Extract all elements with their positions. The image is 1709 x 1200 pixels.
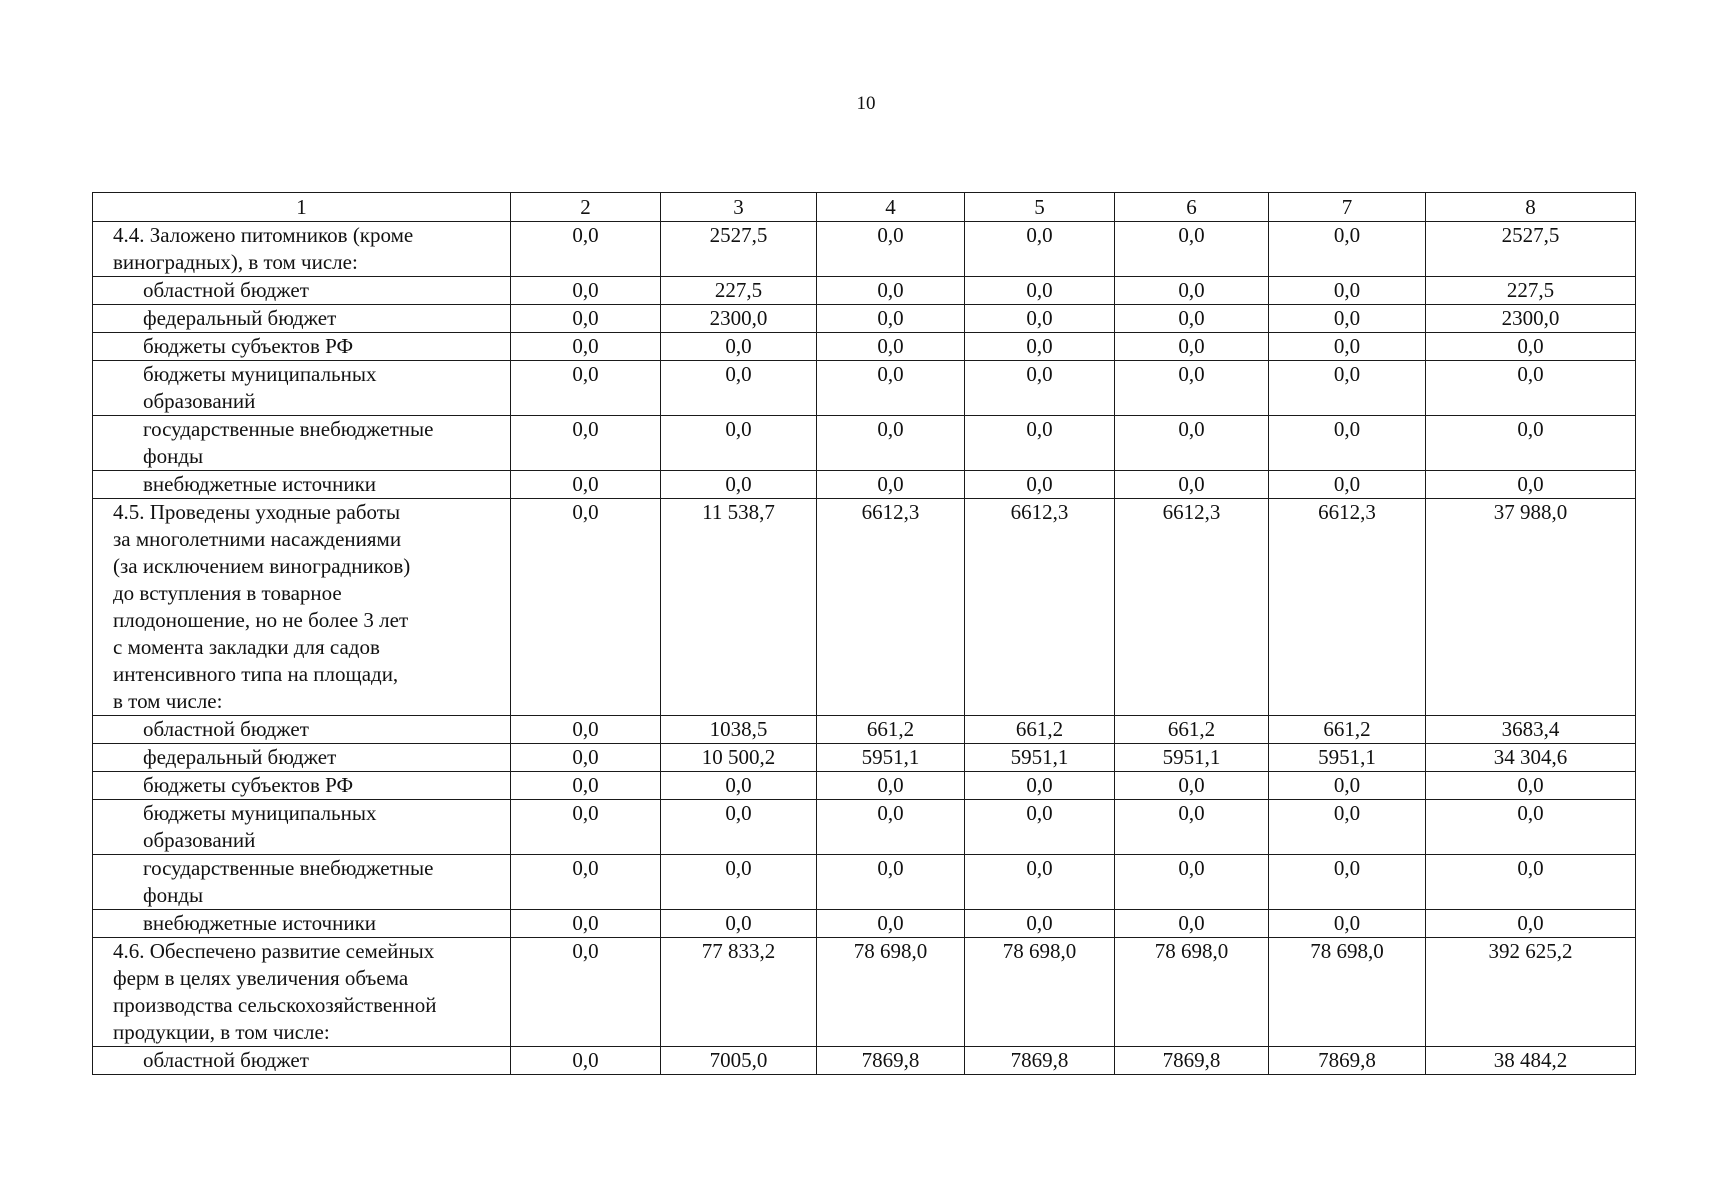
table-cell: 2527,5 (661, 222, 817, 277)
table-cell: 6612,3 (817, 499, 965, 716)
table-cell: 7869,8 (817, 1047, 965, 1075)
row-label: 4.5. Проведены уходные работы за многолетними насаждениями (за исключением виноградников) до вступления в товарное плодоношение, но не более 3 лет с момента закладки для садов интенсивного типа на площади, в том числе: (93, 499, 511, 716)
row-label: областной бюджет (93, 277, 511, 305)
table-cell: 34 304,6 (1426, 744, 1636, 772)
table-cell: 0,0 (661, 910, 817, 938)
table-cell: 0,0 (965, 277, 1115, 305)
table-row (93, 772, 1636, 800)
table-cell: 0,0 (1426, 361, 1636, 416)
table-cell: 0,0 (965, 361, 1115, 416)
table-cell: 10 500,2 (661, 744, 817, 772)
table-cell: 78 698,0 (817, 938, 965, 1047)
table-cell: 0,0 (965, 416, 1115, 471)
table-cell: 0,0 (1115, 277, 1269, 305)
table-cell: 0,0 (965, 800, 1115, 855)
table-cell: 0,0 (1115, 855, 1269, 910)
table-cell: 6612,3 (1269, 499, 1426, 716)
table-cell: 0,0 (1426, 416, 1636, 471)
table-cell: 0,0 (817, 222, 965, 277)
row-label: бюджеты муниципальных образований (93, 800, 511, 855)
column-header: 1 (93, 193, 511, 222)
table-cell: 0,0 (511, 716, 661, 744)
column-header: 5 (965, 193, 1115, 222)
table-cell: 392 625,2 (1426, 938, 1636, 1047)
table-row (93, 744, 1636, 772)
row-label: областной бюджет (93, 716, 511, 744)
row-label: бюджеты субъектов РФ (93, 772, 511, 800)
table-cell: 0,0 (1115, 416, 1269, 471)
table-cell: 0,0 (511, 333, 661, 361)
table-cell: 0,0 (511, 910, 661, 938)
table-cell: 0,0 (1115, 800, 1269, 855)
table-row (93, 938, 1636, 1047)
table-cell: 11 538,7 (661, 499, 817, 716)
table-cell: 5951,1 (965, 744, 1115, 772)
table-cell: 0,0 (511, 938, 661, 1047)
table-row (93, 277, 1636, 305)
table-cell: 0,0 (1269, 333, 1426, 361)
table-cell: 0,0 (817, 855, 965, 910)
table-row (93, 333, 1636, 361)
table-cell: 0,0 (1426, 471, 1636, 499)
table-cell: 0,0 (1269, 855, 1426, 910)
row-label: бюджеты субъектов РФ (93, 333, 511, 361)
table-cell: 0,0 (511, 772, 661, 800)
table-cell: 0,0 (1426, 772, 1636, 800)
table-cell: 0,0 (1269, 910, 1426, 938)
table-cell: 0,0 (511, 471, 661, 499)
table-cell: 0,0 (965, 333, 1115, 361)
table-cell: 3683,4 (1426, 716, 1636, 744)
table-cell: 5951,1 (817, 744, 965, 772)
table-row (93, 305, 1636, 333)
table-cell: 0,0 (661, 800, 817, 855)
table-cell: 0,0 (1426, 800, 1636, 855)
table-cell: 0,0 (1426, 855, 1636, 910)
table-cell: 661,2 (1269, 716, 1426, 744)
table-row (93, 1047, 1636, 1075)
column-header: 7 (1269, 193, 1426, 222)
table-cell: 0,0 (965, 471, 1115, 499)
table-cell: 5951,1 (1269, 744, 1426, 772)
table-cell: 661,2 (965, 716, 1115, 744)
table-cell: 37 988,0 (1426, 499, 1636, 716)
table-cell: 0,0 (1269, 800, 1426, 855)
row-label: внебюджетные источники (93, 910, 511, 938)
table-cell: 0,0 (511, 305, 661, 333)
table-cell: 0,0 (1269, 222, 1426, 277)
table-cell: 0,0 (511, 744, 661, 772)
table-cell: 0,0 (965, 855, 1115, 910)
table-cell: 77 833,2 (661, 938, 817, 1047)
column-header: 6 (1115, 193, 1269, 222)
table-cell: 0,0 (817, 277, 965, 305)
table-cell: 227,5 (661, 277, 817, 305)
table-cell: 1038,5 (661, 716, 817, 744)
row-label: федеральный бюджет (93, 305, 511, 333)
table-cell: 0,0 (511, 277, 661, 305)
table-cell: 0,0 (1115, 305, 1269, 333)
column-header: 2 (511, 193, 661, 222)
table-header-row (93, 193, 1636, 222)
table-cell: 0,0 (817, 416, 965, 471)
table-cell: 0,0 (1115, 910, 1269, 938)
table-cell: 0,0 (817, 471, 965, 499)
table-cell: 7869,8 (1115, 1047, 1269, 1075)
row-label: 4.6. Обеспечено развитие семейных ферм в целях увеличения объема производства сельскохозяйственной продукции, в том числе: (93, 938, 511, 1047)
table-cell: 0,0 (511, 800, 661, 855)
table-cell: 7869,8 (1269, 1047, 1426, 1075)
table-cell: 0,0 (965, 772, 1115, 800)
table-cell: 78 698,0 (1269, 938, 1426, 1047)
table-cell: 0,0 (1426, 333, 1636, 361)
table-row (93, 800, 1636, 855)
table-cell: 0,0 (661, 855, 817, 910)
table-cell: 2300,0 (661, 305, 817, 333)
row-label: внебюджетные источники (93, 471, 511, 499)
table-row (93, 361, 1636, 416)
row-label: государственные внебюджетные фонды (93, 416, 511, 471)
table-cell: 0,0 (661, 361, 817, 416)
table-cell: 0,0 (965, 305, 1115, 333)
table-row (93, 416, 1636, 471)
column-header: 3 (661, 193, 817, 222)
table-cell: 0,0 (511, 855, 661, 910)
table-cell: 0,0 (511, 416, 661, 471)
table-cell: 0,0 (511, 222, 661, 277)
table-cell: 0,0 (661, 333, 817, 361)
table-cell: 5951,1 (1115, 744, 1269, 772)
table-cell: 2527,5 (1426, 222, 1636, 277)
table-cell: 0,0 (1115, 471, 1269, 499)
row-label: государственные внебюджетные фонды (93, 855, 511, 910)
table-cell: 7005,0 (661, 1047, 817, 1075)
column-header: 8 (1426, 193, 1636, 222)
table-cell: 0,0 (817, 910, 965, 938)
table-row (93, 471, 1636, 499)
table-cell: 0,0 (661, 772, 817, 800)
table-row (93, 716, 1636, 744)
table-cell: 78 698,0 (1115, 938, 1269, 1047)
table-cell: 78 698,0 (965, 938, 1115, 1047)
table-cell: 0,0 (1115, 772, 1269, 800)
table-cell: 0,0 (511, 1047, 661, 1075)
table-cell: 0,0 (1426, 910, 1636, 938)
table-body (93, 193, 1636, 1075)
table-cell: 0,0 (1115, 361, 1269, 416)
table-cell: 0,0 (817, 333, 965, 361)
table-cell: 0,0 (1115, 222, 1269, 277)
table-cell: 0,0 (1269, 277, 1426, 305)
table-cell: 0,0 (661, 471, 817, 499)
table-cell: 0,0 (511, 499, 661, 716)
row-label: федеральный бюджет (93, 744, 511, 772)
table-cell: 0,0 (661, 416, 817, 471)
column-header: 4 (817, 193, 965, 222)
table-row (93, 910, 1636, 938)
table-cell: 0,0 (511, 361, 661, 416)
table-cell: 38 484,2 (1426, 1047, 1636, 1075)
table-row (93, 499, 1636, 716)
table-cell: 0,0 (1269, 416, 1426, 471)
table-cell: 2300,0 (1426, 305, 1636, 333)
table-cell: 0,0 (817, 772, 965, 800)
table-cell: 0,0 (1115, 333, 1269, 361)
table-cell: 0,0 (1269, 471, 1426, 499)
table-cell: 0,0 (965, 910, 1115, 938)
table-cell: 661,2 (1115, 716, 1269, 744)
table-cell: 0,0 (1269, 361, 1426, 416)
row-label: бюджеты муниципальных образований (93, 361, 511, 416)
table-cell: 0,0 (1269, 305, 1426, 333)
table-cell: 0,0 (965, 222, 1115, 277)
table-cell: 0,0 (817, 305, 965, 333)
row-label: 4.4. Заложено питомников (кроме виноградных), в том числе: (93, 222, 511, 277)
table-cell: 227,5 (1426, 277, 1636, 305)
table-cell: 0,0 (817, 361, 965, 416)
table-cell: 0,0 (817, 800, 965, 855)
table-cell: 6612,3 (965, 499, 1115, 716)
table-cell: 661,2 (817, 716, 965, 744)
row-label: областной бюджет (93, 1047, 511, 1075)
budget-table (92, 192, 1636, 1075)
table-cell: 0,0 (1269, 772, 1426, 800)
table-cell: 7869,8 (965, 1047, 1115, 1075)
table-row (93, 855, 1636, 910)
table-row (93, 222, 1636, 277)
page-number: 10 (856, 93, 876, 114)
table-cell: 6612,3 (1115, 499, 1269, 716)
